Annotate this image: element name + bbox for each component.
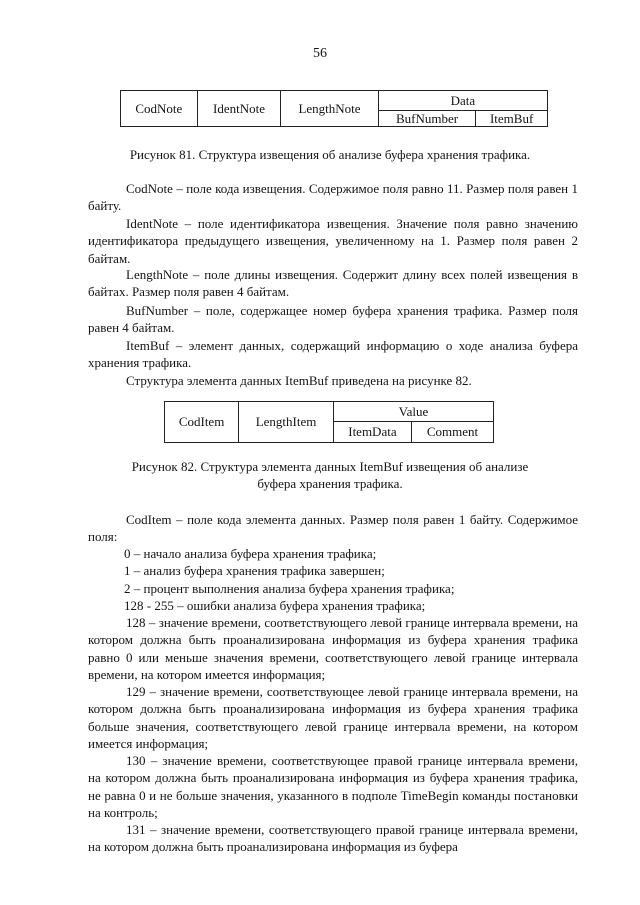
def-bufnumber: BufNumber – поле, содержащее номер буфера хранения трафика. Размер поля равен 4 байтам.: [88, 303, 578, 336]
list-item: 1 – анализ буфера хранения трафика завершен;: [124, 563, 385, 579]
def-itembuf: ItemBuf – элемент данных, содержащий информацию о ходе анализа буфера хранения трафика.: [88, 338, 578, 371]
group-data: Data: [378, 91, 547, 111]
figure-81-caption: Рисунок 81. Структура извещения об анализе буфера хранения трафика.: [129, 147, 531, 162]
def-codnote: CodNote – поле кода извещения. Содержимое поля равно 11. Размер поля равен 1 байту.: [88, 181, 578, 214]
col-bufnumber: BufNumber: [378, 111, 475, 127]
list-item: 128 - 255 – ошибки анализа буфера хранения трафика;: [124, 597, 426, 613]
col-coditem: CodItem: [165, 402, 239, 443]
code-list: [124, 545, 578, 614]
ref-figure-82: Структура элемента данных ItemBuf приведена на рисунке 82.: [126, 373, 472, 388]
def-lengthnote: LengthNote – поле длины извещения. Содержит длину всех полей извещения в байтах. Размер поля равен 4 байтам.: [88, 267, 578, 300]
para-129: 129 – значение времени, соответствующее левой границе интервала времени, на котором должна быть проанализирована информация из буфера хранения трафика больше значения, соответствующего левой границе интервала времени, на котором имеется информация;: [88, 684, 578, 751]
col-lengthnote: LengthNote: [281, 91, 378, 127]
figure-82-caption: [80, 458, 580, 493]
para-128: 128 – значение времени, соответствующего левой границе интервала времени, на котором должна быть проанализирована информация из буфера хранения трафика равно 0 или меньше значения времени, соответствующего левой границе интервала времени, на котором имеется информация;: [88, 615, 578, 682]
para-130: 130 – значение времени, соответствующее правой границе интервала времени, на котором должна быть проанализирована информация из буфера хранения трафика, не равна 0 и не больше значения, указанного в подполе TimeBegin команды постановки на контроль;: [88, 753, 578, 820]
col-itemdata: ItemData: [333, 422, 411, 442]
col-comment: Comment: [411, 422, 493, 442]
figure-82-caption-line2: буфера хранения трафика.: [257, 476, 403, 492]
def-coditem: CodItem – поле кода элемента данных. Размер поля равен 1 байту. Содержимое поля:: [88, 512, 578, 545]
list-item: 0 – начало анализа буфера хранения трафика;: [124, 546, 377, 561]
figure-82-caption-line1: Рисунок 82. Структура элемента данных ItemBuf извещения об анализе: [131, 459, 529, 474]
group-value: Value: [333, 402, 493, 422]
para-131: 131 – значение времени, соответствующего правой границе интервала времени, на котором должна быть проанализирована информация из буфера: [88, 822, 578, 855]
col-lengthitem: LengthItem: [239, 402, 334, 443]
notice-structure-table: [120, 90, 548, 127]
item-structure-table: [164, 401, 494, 443]
page-number: 56: [313, 46, 327, 61]
list-item: 2 – процент выполнения анализа буфера хранения трафика;: [124, 580, 455, 596]
def-identnote: IdentNote – поле идентификатора извещения. Значение поля равно значению идентификатора предыдущего извещения, увеличенному на 1. Размер поля равен 2 байтам.: [88, 216, 578, 266]
col-identnote: IdentNote: [197, 91, 281, 127]
col-itembuf: ItemBuf: [476, 111, 548, 127]
col-codnote: CodNote: [121, 91, 198, 127]
